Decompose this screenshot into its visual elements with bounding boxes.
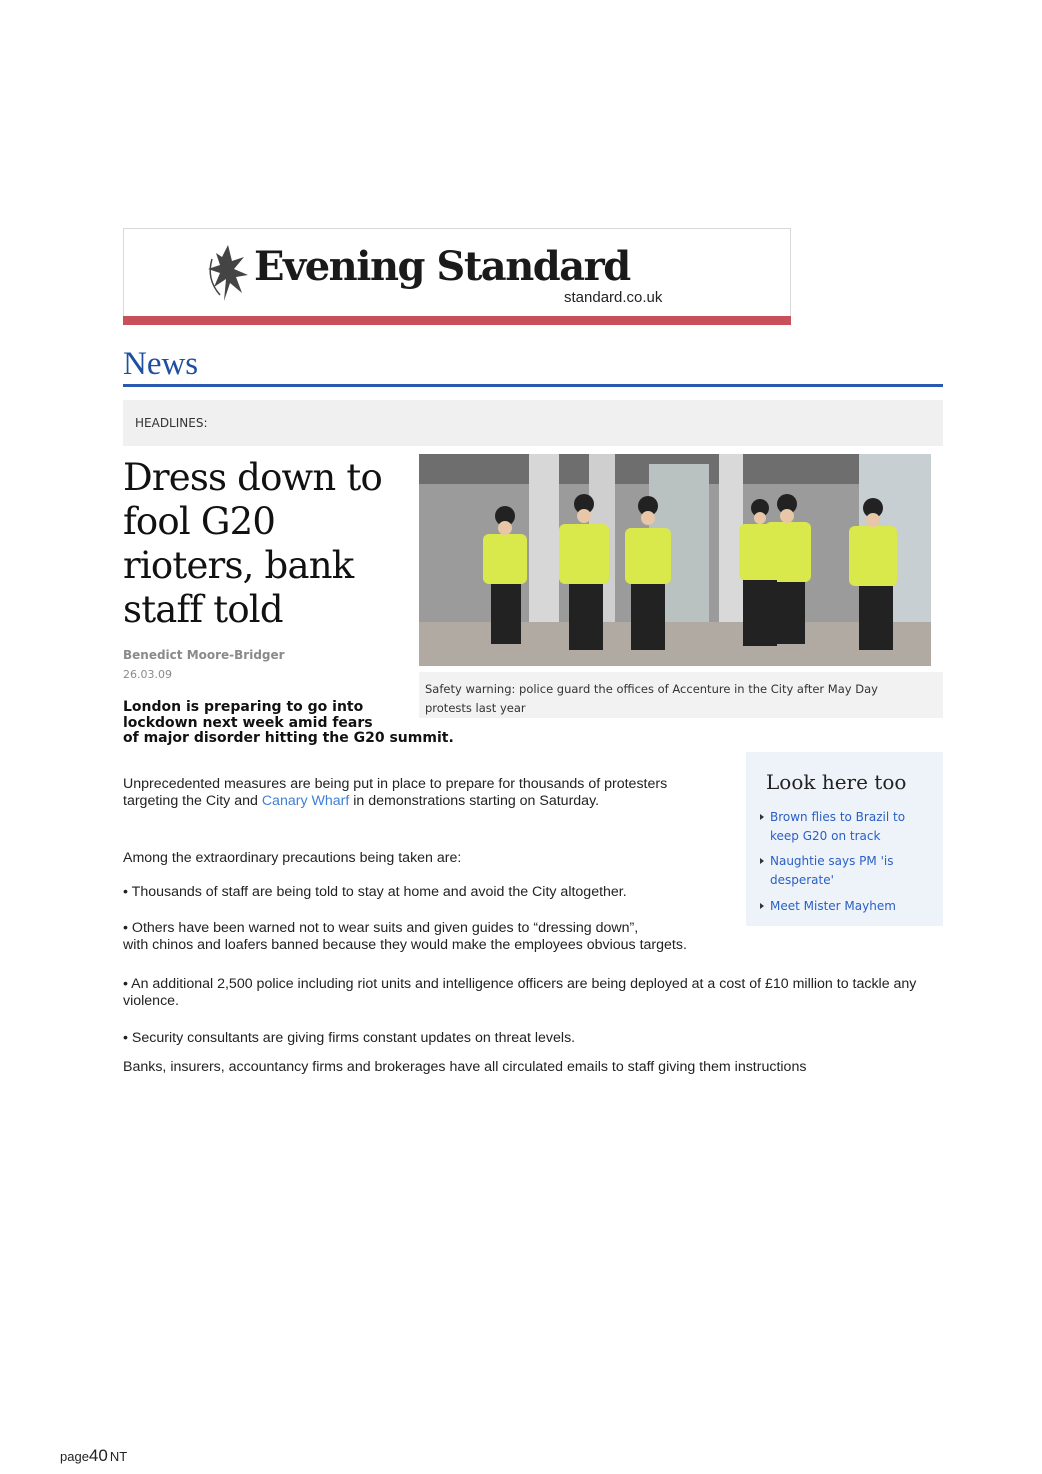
sidebar-link-1-label[interactable]: Brown flies to Brazil to keep G20 on track bbox=[770, 810, 906, 843]
sidebar-link-3-label[interactable]: Meet Mister Mayhem bbox=[770, 899, 896, 913]
headlines-label: HEADLINES: bbox=[135, 416, 208, 430]
sidebar-link-2[interactable] bbox=[760, 852, 930, 890]
section-divider bbox=[123, 384, 943, 387]
footer-page-number: 40 bbox=[88, 1446, 108, 1465]
masthead-accent-bar bbox=[123, 316, 791, 325]
body-paragraph-2: Among the extraordinary precautions being taken are: bbox=[123, 850, 462, 866]
brand-name: Evening Standard bbox=[254, 243, 630, 290]
paragraph-1-text-start: Unprecedented measures are being put in place to prepare for thousands of protesters targeting the City and bbox=[123, 776, 668, 809]
brand-url[interactable]: standard.co.uk bbox=[564, 289, 663, 306]
standfirst-line-2: lockdown next week amid fears bbox=[123, 714, 373, 731]
article-date: 26.03.09 bbox=[123, 668, 172, 681]
police-photo-illustration bbox=[419, 454, 931, 666]
cut-off-text: Banks, insurers, accountancy firms and brokerages have all circulated emails to staff giving them instructions bbox=[123, 1059, 807, 1075]
winged-figure-logo-icon bbox=[202, 239, 254, 309]
article-author[interactable]: Benedict Moore-Bridger bbox=[123, 648, 285, 662]
sidebar-title: Look here too bbox=[766, 770, 907, 794]
triangle-bullet-icon bbox=[760, 814, 764, 820]
bullet-4: • Security consultants are giving firms constant updates on threat levels. bbox=[123, 1030, 576, 1046]
sidebar-link-1[interactable] bbox=[760, 808, 930, 846]
triangle-bullet-icon bbox=[760, 858, 764, 864]
article-standfirst bbox=[123, 700, 483, 747]
article-photo bbox=[419, 454, 931, 666]
bullet-1: • Thousands of staff are being told to stay at home and avoid the City altogether. bbox=[123, 884, 627, 900]
sidebar-link-2-label[interactable]: Naughtie says PM 'is desperate' bbox=[770, 854, 894, 887]
bullet-2-line-2: with chinos and loafers banned because they would make the employees obvious targets. bbox=[123, 936, 687, 953]
standfirst-line-1: London is preparing to go into bbox=[123, 699, 364, 715]
body-paragraph-1 bbox=[123, 776, 703, 809]
headlines-bar bbox=[123, 400, 943, 446]
section-title[interactable]: News bbox=[123, 346, 199, 382]
bullet-2 bbox=[123, 920, 763, 953]
masthead bbox=[123, 228, 791, 317]
page-footer bbox=[60, 1446, 127, 1466]
footer-suffix: NT bbox=[109, 1449, 128, 1464]
bullet-2-line-1: • Others have been warned not to wear suits and given guides to “dressing down”, bbox=[123, 920, 639, 936]
photo-caption: Safety warning: police guard the offices of Accenture in the City after May Day protests last year bbox=[425, 682, 878, 715]
footer-page-word: page bbox=[60, 1449, 89, 1464]
sidebar-link-3[interactable] bbox=[760, 897, 930, 916]
triangle-bullet-icon bbox=[760, 903, 764, 909]
canary-wharf-link[interactable]: Canary Wharf bbox=[261, 792, 350, 809]
photo-caption-box bbox=[419, 672, 943, 718]
cut-off-text-line bbox=[123, 1059, 923, 1076]
article-headline: Dress down to fool G20 rioters, bank staff told bbox=[123, 456, 382, 631]
bullet-3: • An additional 2,500 police including riot units and intelligence officers are being deployed at a cost of £10 million to tackle any violence. bbox=[123, 976, 917, 1009]
look-here-too-sidebar bbox=[746, 752, 943, 926]
paragraph-1-text-end: in demonstrations starting on Saturday. bbox=[349, 792, 600, 809]
standfirst-line-3: of major disorder hitting the G20 summit. bbox=[123, 730, 454, 746]
